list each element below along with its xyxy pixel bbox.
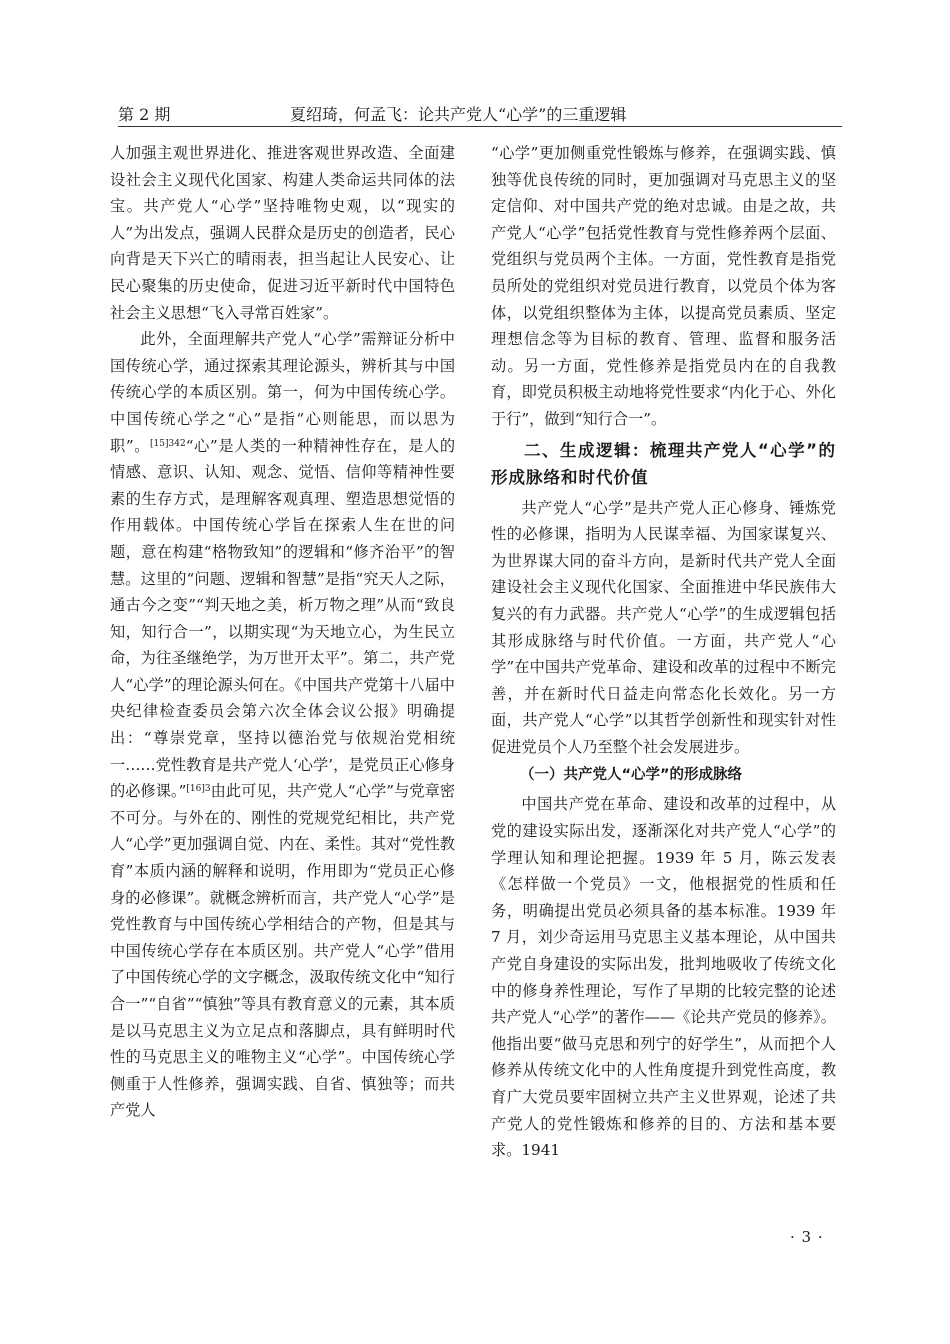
running-header bbox=[118, 100, 842, 127]
citation-15: [15]342 bbox=[150, 438, 186, 449]
right-paragraph-1: “心学”更加侧重党性锻炼与修养，在强调实践、慎独等优良传统的同时，更加强调对马克思主义的坚定信仰、对中国共产党的绝对忠诚。由是之故，共产党人“心学”包括党性教育与党性修养两个层面、党组织与党员两个主体。一方面，党性教育是指党员所处的党组织对党员进行教育，以党员个体为客体，以党组织整体为主体，以提高党员素质、坚定理想信念等为目标的教育、管理、监督和服务活动。另一方面，党性修养是指党员内在的自我教育，即党员积极主动地将党性要求“内化于心、外化于行”，做到“知行合一”。 bbox=[491, 144, 836, 428]
left-paragraph-2 bbox=[110, 326, 455, 1124]
citation-16: [16]3 bbox=[186, 784, 211, 795]
left-column bbox=[110, 140, 455, 1124]
left-paragraph-2-part-a: 此外，全面理解共产党人“心学”需辩证分析中国传统心学，通过探索其理论源头，辨析其与中国传统心学的本质区别。第一，何为中国传统心学。中国传统心学之“心”是指“心则能思，而以思为职”。 bbox=[110, 330, 455, 455]
right-paragraph-3: 中国共产党在革命、建设和改革的过程中，从党的建设实际出发，逐渐深化对共产党人“心学”的学理认知和理论把握。1939 年 5 月，陈云发表《怎样做一个党员》一文，他根据党的性质和任务，明确提出党员必须具备的基本标准。1939 年 7 月，刘少奇运用马克思主义基本理论，从中国共产党自身建设的实际出发，批判地吸收了传统文化中的修身养性理论，写作了早期的比较完整的论述共产党人“心学”的著作——《论共产党员的修养》。他指出要“做马克思和列宁的好学生”，从而把个人修养从传统文化中的人性角度提升到党性高度，教育广大党员要牢固树立共产主义世界观，论述了共产党人的党性锻炼和修养的目的、方法和基本要求。1941 bbox=[491, 795, 836, 1160]
running-title: 夏绍琦，何孟飞：论共产党人“心学”的三重逻辑 bbox=[290, 105, 627, 124]
issue-number: 第 2 期 bbox=[118, 105, 171, 124]
left-paragraph-2-part-c: 由此可见，共产党人“心学”与党章密不可分。与外在的、刚性的党规党纪相比，共产党人“心学”更加强调自觉、内在、柔性。其对“党性教育”本质内涵的解释和说明，作用即为“党员正心修身的必修课”。就概念辨析而言，共产党人“心学”是党性教育与中国传统心学相结合的产物，但是其与中国传统心学存在本质区别。共产党人“心学”借用了中国传统心学的文字概念，汲取传统文化中“知行合一”“自省”“慎独”等具有教育意义的元素，其本质是以马克思主义为立足点和落脚点，具有鲜明时代性的马克思主义的唯物主义“心学”。中国传统心学侧重于人性修养，强调实践、自省、慎独等；而共产党人 bbox=[110, 782, 456, 1120]
subsection-heading: （一）共产党人“心学”的形成脉络 bbox=[520, 767, 743, 784]
right-column bbox=[491, 140, 836, 1164]
left-paragraph-1: 人加强主观世界进化、推进客观世界改造、全面建设社会主义现代化国家、构建人类命运共同体的法宝。共产党人“心学”坚持唯物史观，以“现实的人”为出发点，强调人民群众是历史的创造者，民心向背是天下兴亡的晴雨表，担当起让人民安心、让民心聚集的历史使命，促进习近平新时代中国特色社会主义思想“飞入寻常百姓家”。 bbox=[110, 144, 455, 322]
left-paragraph-2-part-b: “心”是人类的一种精神性存在，是人的情感、意识、认知、观念、觉悟、信仰等精神性要素的生存方式，是理解客观真理、塑造思想觉悟的作用载体。中国传统心学旨在探索人生在世的问题，意在构建“格物致知”的逻辑和“修齐治平”的智慧。这里的“问题、逻辑和智慧”是指“究天人之际，通古今之变”“判天地之美，析万物之理”从而“致良知，知行合一”，以期实现“为天地立心，为生民立命，为往圣继绝学，为万世开太平”。第二，共产党人“心学”的理论源头何在。《中国共产党第十八届中央纪律检查委员会第六次全体会议公报》明确提出：“尊崇党章，坚持以德治党与依规治党相统一……党性教育是共产党人‘心学’，是党员正心修身的必修课。” bbox=[110, 436, 456, 801]
section-heading: 二、生成逻辑：梳理共产党人“心学”的形成脉络和时代价值 bbox=[491, 440, 836, 487]
page-number: · 3 · bbox=[790, 1228, 824, 1246]
right-paragraph-2: 共产党人“心学”是共产党人正心修身、锤炼党性的必修课，指明为人民谋幸福、为国家谋复兴、为世界谋大同的奋斗方向，是新时代共产党人全面建设社会主义现代化国家、全面推进中华民族伟大复兴的有力武器。共产党人“心学”的生成逻辑包括其形成脉络与时代价值。一方面，共产党人“心学”在中国共产党革命、建设和改革的过程中不断完善，并在新时代日益走向常态化长效化。另一方面，共产党人“心学”以其哲学创新性和现实针对性促进党员个人乃至整个社会发展进步。 bbox=[491, 498, 836, 756]
